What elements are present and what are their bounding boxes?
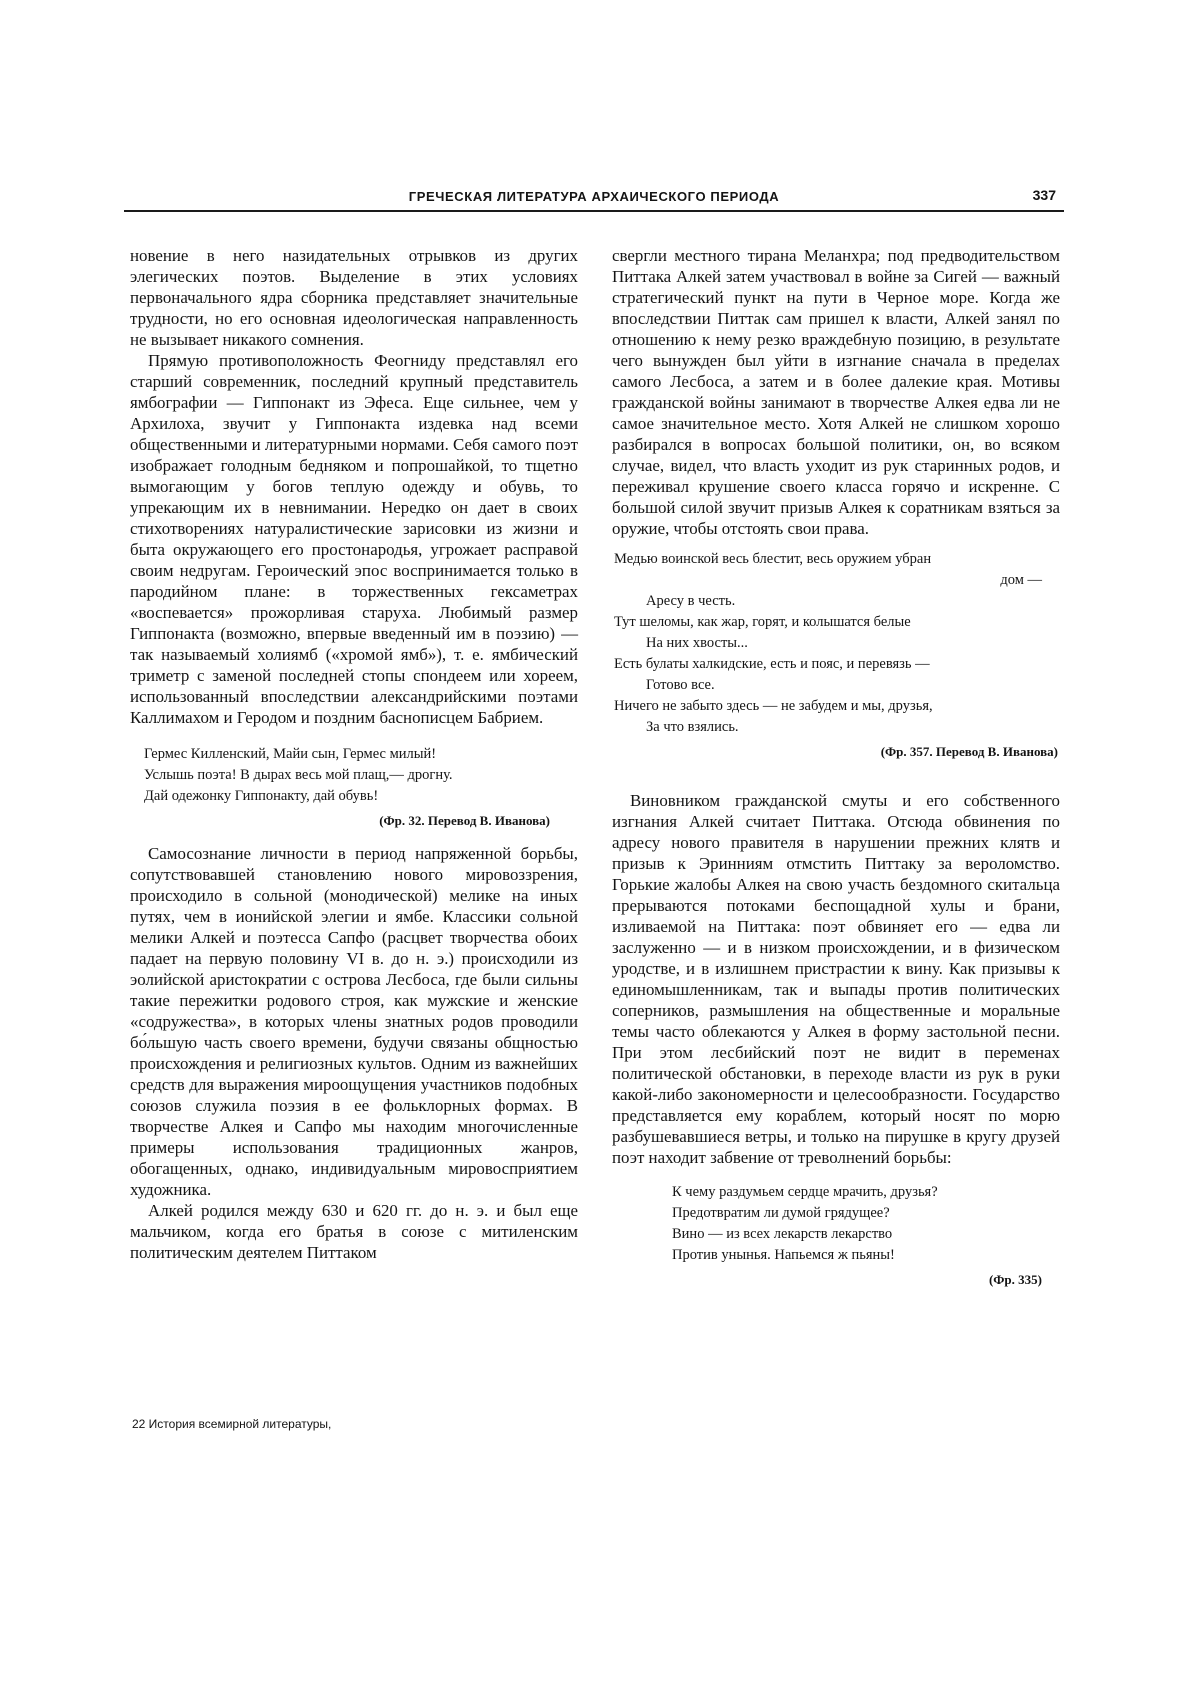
- paragraph: Самосознание личности в период напряженной борьбы, сопутствовавшей становлению нового мировоззрения, происходило в сольной (монодической) мелике на иных путях, чем в ионийской элегии и ямбе. Классики сольной мелики Алкей и поэтесса Сапфо (расцвет творчества обоих падает на первую половину VI в. до н. э.) происходили из эолийской аристократии с острова Лесбоса, где были сильны такие пережитки родового строя, как мужские и женские «содружества», в которых члены знатных родов проводили бо́льшую часть своего времени, будучи связаны общностью происхождения и религиозных культов. Одним из важнейших средств для выражения мироощущения участников подобных союзов служила поэзия в ее фольклорных формах. В творчестве Алкея и Сапфо мы находим многочисленные примеры использования традиционных жанров, обогащенных, однако, индивидуальным мировосприятием художника.: [130, 844, 578, 1199]
- poem-line: Ничего не забыто здесь — не забудем и мы, друзья,: [614, 698, 933, 714]
- poem-quote-hipponax: [144, 744, 578, 807]
- poem-line: К чему раздумьем сердце мрачить, друзья?: [672, 1184, 938, 1200]
- paragraph: Виновником гражданской смуты и его собственного изгнания Алкей считает Питтака. Отсюда обвинения по адресу нового правителя в нарушении прежних клятв и призыв к Эринниям отмстить Питтаку за вероломство. Горькие жалобы Алкея на свою участь бездомного скитальца прерываются потоками беспощадной хулы и брани, изливаемой на Питтака: поэт обвиняет его — едва ли заслуженно — и в низком происхождении, и в физическом уродстве, и в излишнем пристрастии к вину. Как призывы к единомышленникам, так и выпады против политических соперников, размышления на общественные и моральные темы часто облекаются у Алкея в форму застольной песни. При этом лесбийский поэт не видит в переменах политической обстановки, в переходе власти из рук в руки какой-либо закономерности и целесообразности. Государство представляется ему кораблем, который носят по морю разбушевавшиеся ветры, и только на пирушке в кругу друзей поэт находит забвение от треволнений борьбы:: [612, 791, 1060, 1167]
- paragraph: Алкей родился между 630 и 620 гг. до н. э. и был еще мальчиком, когда его братья в союзе с митиленским политическим деятелем Питтаком: [130, 1201, 578, 1262]
- poem-line: Медью воинской весь блестит, весь оружием убран: [614, 551, 932, 567]
- poem-line: Предотвратим ли думой грядущее?: [672, 1205, 890, 1221]
- paragraph: новение в него назидательных отрывков из других элегических поэтов. Выделение в этих условиях первоначального ядра сборника представляет значительные трудности, но его основная идеологическая направленность не вызывает никакого сомнения.: [130, 246, 578, 349]
- poem-line: Против унынья. Напьемся ж пьяны!: [672, 1247, 895, 1263]
- poem-line: Дай одежонку Гиппонакту, дай обувь!: [144, 788, 379, 804]
- poem-source: (Фр. 357. Перевод В. Иванова): [880, 744, 1058, 759]
- poem-line: Тут шеломы, как жар, горят, и колышатся белые: [614, 614, 911, 630]
- poem-line: Вино — из всех лекарств лекарство: [672, 1226, 893, 1242]
- poem-quote-alcaeus-arms: [614, 549, 1060, 738]
- running-title: ГРЕЧЕСКАЯ ЛИТЕРАТУРА АРХАИЧЕСКОГО ПЕРИОДА: [408, 189, 780, 204]
- paragraph: свергли местного тирана Меланхра; под предводительством Питтака Алкей затем участвовал в войне за Сигей — важный стратегический пункт на пути в Черное море. Когда же впоследствии Питтак сам пришел к власти, Алкей занял по отношению к нему резко враждебную позицию, в результате чего вынужден был уйти в изгнание сначала в пределах самого Лесбоса, а затем и в более далекие края. Мотивы гражданской войны занимают в творчестве Алкея едва ли не самое значительное место. Хотя Алкей не слишком хорошо разбирался в вопросах большой политики, он, во всяком случае, видел, что власть уходит из рук старинных родов, и переживал крушение своего класса горячо и искренне. С большой силой звучит призыв Алкея к соратникам взяться за оружие, чтобы отстоять свои права.: [612, 246, 1060, 538]
- poem-line: Услышь поэта! В дырах весь мой плащ,— дрогну.: [144, 767, 453, 783]
- poem-line: Есть булаты халкидские, есть и пояс, и перевязь —: [614, 656, 930, 672]
- page-number: 337: [1032, 187, 1056, 203]
- printer-signature: 22 История всемирной литературы,: [132, 1417, 332, 1431]
- poem-line: Аресу в честь.: [646, 593, 736, 609]
- poem-line: Гермес Килленский, Майи сын, Гермес милый!: [144, 746, 437, 762]
- poem-line: дом —: [1000, 572, 1042, 588]
- poem-quote-alcaeus-wine: [672, 1182, 1060, 1266]
- poem-source: (Фр. 32. Перевод В. Иванова): [379, 813, 550, 828]
- poem-line: За что взялись.: [646, 719, 739, 735]
- poem-line: На них хвосты...: [646, 635, 748, 651]
- paragraph: Прямую противоположность Феогниду представлял его старший современник, последний крупный представитель ямбографии — Гиппонакт из Эфеса. Еще сильнее, чем у Архилоха, звучит у Гиппонакта издевка над всеми общественными и литературными нормами. Себя самого поэт изображает голодным бедняком и попрошайкой, то тщетно вымогающим у богов теплую одежду и обувь, то упрекающим их в невнимании. Нередко он дает в своих стихотворениях натуралистические зарисовки из жизни и быта окружающего его простонародья, угрожает расправой своим недругам. Героический эпос воспринимается только в пародийном плане: в торжественных гексаметрах «воспевается» прожорливая старуха. Любимый размер Гиппонакта (возможно, впервые введенный им в поэзию) — так называемый холиямб («хромой ямб»), т. е. ямбический триметр с заменой последней стопы спондеем или хореем, использованный впоследствии александрийскими поэтами Каллимахом и Геродом и поздним баснописцем Бабрием.: [130, 351, 578, 727]
- poem-line: Готово все.: [646, 677, 715, 693]
- right-column: [612, 245, 1060, 1290]
- left-column: [130, 245, 578, 1263]
- poem-source: (Фр. 335): [988, 1272, 1042, 1287]
- running-header: [124, 186, 1064, 212]
